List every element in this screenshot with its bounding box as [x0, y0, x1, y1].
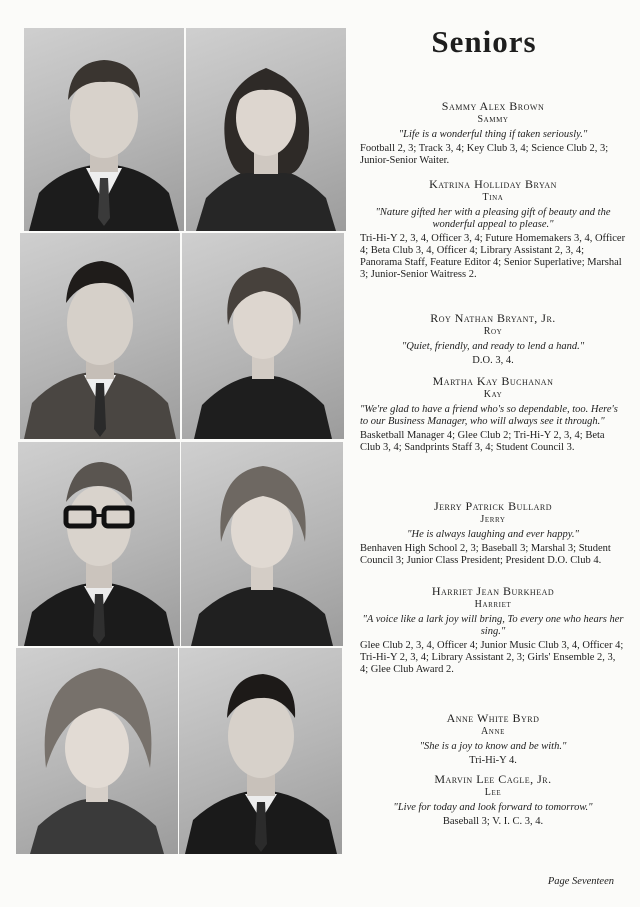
senior-entry: [360, 500, 626, 567]
senior-quote: "Life is a wonderful thing if taken seriously.": [398, 129, 588, 140]
senior-quote: "We're glad to have a friend who's so dependable, too. Here's to our Business Manager, who will always see it through.": [360, 404, 618, 427]
senior-quote: "A voice like a lark joy will bring, To every one who hears her sing.": [362, 614, 624, 637]
senior-nickname: Kay: [483, 389, 503, 400]
senior-activities: Glee Club 2, 3, 4, Officer 4; Junior Music Club 3, 4, Officer 4; Tri-Hi-Y 2, 3, 4; Library Assistant 2, 3; Girls' Ensemble 2, 3, 4; Glee Club Award 2.: [360, 640, 624, 675]
senior-entry: [360, 178, 626, 281]
senior-quote: "Nature gifted her with a pleasing gift of beauty and the wonderful appeal to please.": [375, 207, 611, 230]
senior-activities: Football 2, 3; Track 3, 4; Key Club 3, 4; Science Club 2, 3; Junior-Senior Waiter.: [360, 143, 609, 166]
senior-activities: Baseball 3; V. I. C. 3, 4.: [442, 816, 544, 827]
senior-name: Marvin Lee Cagle, Jr.: [434, 772, 552, 786]
senior-nickname: Lee: [484, 787, 502, 798]
senior-activities: Benhaven High School 2, 3; Baseball 3; Marshal 3; Student Council 3; Junior Class President; President D.O. Club 4.: [360, 543, 611, 566]
senior-nickname: Sammy: [477, 114, 509, 125]
senior-entry: [360, 100, 626, 167]
senior-nickname: Roy: [483, 326, 503, 337]
portrait-photo-sammy-brown: [24, 28, 184, 231]
senior-nickname: Anne: [480, 726, 505, 737]
portrait-photo-anne-byrd: [16, 648, 178, 854]
senior-entry: [360, 712, 626, 767]
senior-name: Sammy Alex Brown: [441, 99, 545, 113]
portrait-photo-katrina-bryan: [186, 28, 346, 231]
portrait-photo-jerry-bullard: [18, 442, 180, 646]
senior-name: Katrina Holliday Bryan: [429, 177, 557, 191]
senior-entry: [360, 585, 626, 676]
senior-entry: [360, 375, 626, 454]
senior-activities: D.O. 3, 4.: [472, 355, 514, 366]
senior-entry: [360, 773, 626, 828]
senior-name: Martha Kay Buchanan: [432, 374, 554, 388]
portrait-photo-roy-bryant: [20, 233, 180, 439]
senior-nickname: Tina: [482, 192, 504, 203]
senior-activities: Basketball Manager 4; Glee Club 2; Tri-Hi-Y 2, 3, 4; Beta Club 3, 4; Sandprints Staff 3, 4; Student Council 3.: [360, 430, 605, 453]
senior-name: Harriet Jean Burkhead: [431, 584, 555, 598]
senior-nickname: Jerry: [480, 514, 506, 525]
portrait-photo-marvin-cagle: [179, 648, 342, 854]
senior-name: Jerry Patrick Bullard: [433, 499, 553, 513]
senior-name: Roy Nathan Bryant, Jr.: [430, 311, 556, 325]
portrait-photo-martha-buchanan: [182, 233, 344, 439]
page-number: Page Seventeen: [547, 876, 614, 887]
portrait-photo-harriet-burkhead: [181, 442, 343, 646]
senior-quote: "She is a joy to know and be with.": [419, 741, 567, 752]
page-title: Seniors: [431, 24, 537, 59]
senior-name: Anne White Byrd: [446, 711, 540, 725]
senior-entry: [360, 312, 626, 367]
senior-quote: "He is always laughing and ever happy.": [407, 529, 579, 540]
senior-activities: Tri-Hi-Y 4.: [469, 755, 517, 766]
senior-quote: "Quiet, friendly, and ready to lend a hand.": [401, 341, 585, 352]
senior-quote: "Live for today and look forward to tomorrow.": [393, 802, 593, 813]
senior-nickname: Harriet: [474, 599, 512, 610]
senior-activities: Tri-Hi-Y 2, 3, 4, Officer 3, 4; Future Homemakers 3, 4, Officer 4; Beta Club 3, 4, Officer 4; Library Assistant 2, 3, 4; Panorama Staff, Feature Editor 4; Senior Superlative; Marshal 3; Junior-Senior Waitress 2.: [360, 233, 626, 280]
